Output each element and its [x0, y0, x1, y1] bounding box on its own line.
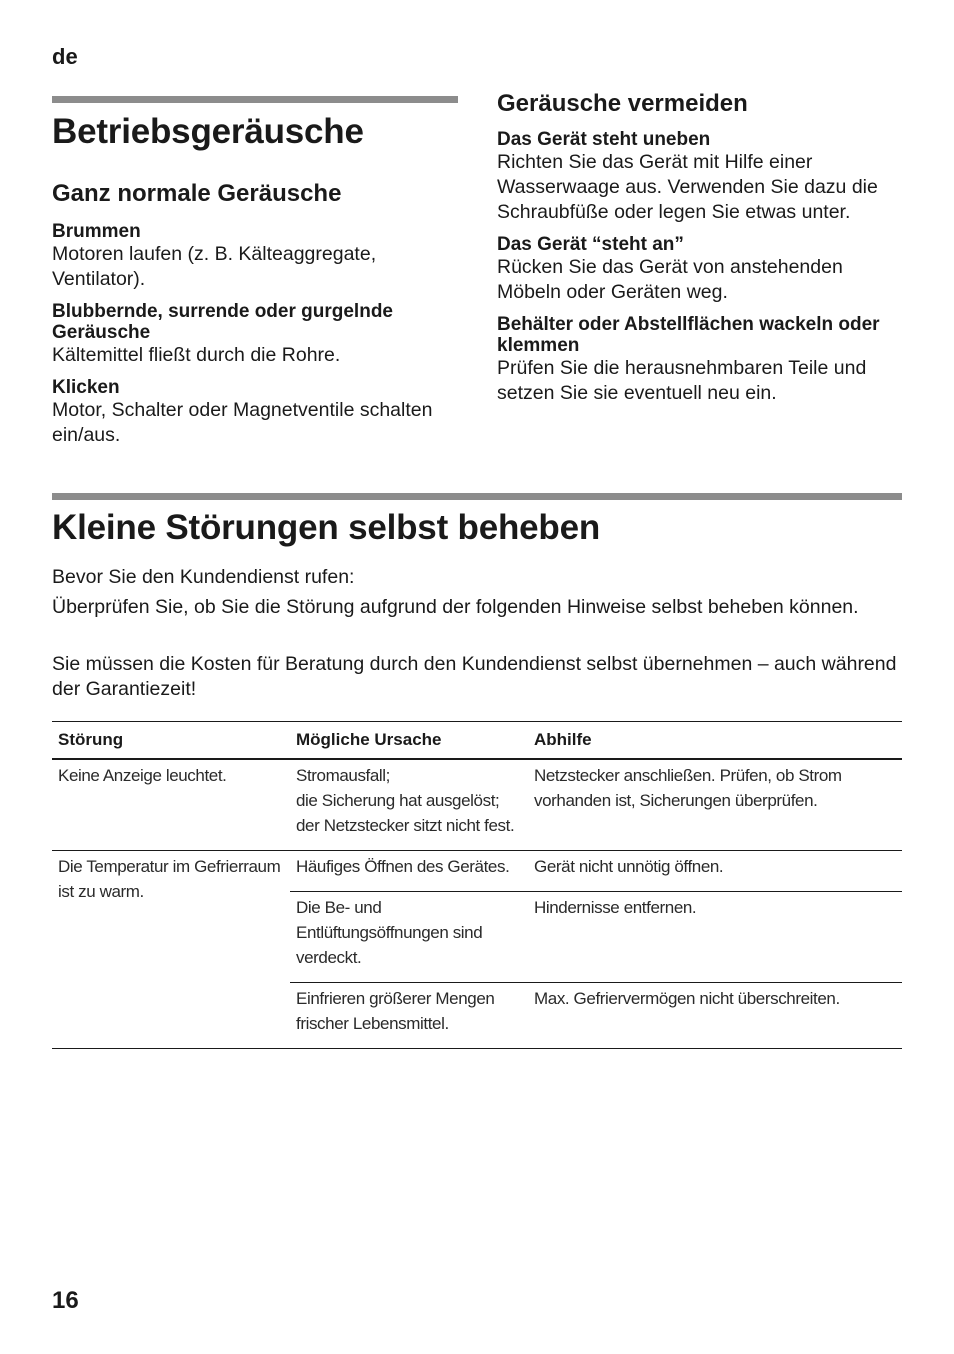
section-title: Kleine Störungen selbst beheben [52, 508, 601, 547]
cell-cause: Häufiges Öffnen des Gerätes. [296, 857, 510, 876]
cell-cause: Die Be- und Entlüftungsöffnungen sind verdeckt. [296, 898, 483, 967]
intro-paragraph: Überprüfen Sie, ob Sie die Störung aufgrund der folgenden Hinweise selbst beheben können. [52, 596, 859, 618]
cell-remedy: Hindernisse entfernen. [534, 898, 697, 917]
section-rule [52, 493, 902, 500]
item-title: Blubbernde, surrende oder gurgelnde Geräusche [52, 301, 393, 343]
list-item [52, 377, 467, 448]
item-text: Motor, Schalter oder Magnetventile schalten ein/aus. [52, 399, 433, 446]
item-text: Prüfen Sie die herausnehmbaren Teile und setzen Sie sie eventuell neu ein. [497, 357, 867, 404]
language-code: de [52, 44, 78, 69]
cell-remedy: Netzstecker anschließen. Prüfen, ob Strom vorhanden ist, Sicherungen überprüfen. [534, 766, 842, 810]
table-subrow [290, 891, 902, 982]
troubleshooting-table [52, 721, 902, 1049]
cell-remedy: Max. Gefriervermögen nicht überschreiten. [534, 989, 840, 1008]
item-title: Das Gerät “steht an” [497, 234, 684, 255]
section-rule [52, 96, 458, 103]
table-subrow [290, 982, 902, 1048]
page-title: Betriebsgeräusche [52, 112, 364, 151]
cell-cause: Stromausfall; die Sicherung hat ausgelöst; der Netzstecker sitzt nicht fest. [296, 766, 515, 835]
item-text: Motoren laufen (z. B. Kälteaggregate, Ventilator). [52, 243, 377, 290]
header-problem: Störung [58, 730, 124, 749]
page-number: 16 [52, 1287, 79, 1314]
table-row [52, 760, 902, 851]
header-remedy: Abhilfe [534, 730, 592, 749]
intro-paragraph: Sie müssen die Kosten für Beratung durch den Kundendienst selbst übernehmen – auch während der Garantiezeit! [52, 653, 897, 700]
header-cause: Mögliche Ursache [296, 730, 442, 749]
list-item [497, 314, 902, 406]
item-text: Rücken Sie das Gerät von anstehenden Möbeln oder Geräten weg. [497, 256, 843, 303]
table-header [52, 721, 902, 760]
list-item [497, 234, 902, 305]
list-item [52, 301, 467, 368]
item-title: Behälter oder Abstellflächen wackeln oder klemmen [497, 314, 880, 356]
intro-paragraph: Bevor Sie den Kundendienst rufen: [52, 566, 355, 588]
cell-cause: Einfrieren größerer Mengen frischer Lebensmittel. [296, 989, 495, 1033]
table-subrow [290, 851, 902, 891]
subrows [290, 851, 902, 1048]
cell-problem: Keine Anzeige leuchtet. [58, 766, 227, 785]
subheading-avoid-noises: Geräusche vermeiden [497, 90, 748, 117]
left-column [52, 180, 467, 457]
right-column [497, 90, 902, 415]
cell-remedy: Gerät nicht unnötig öffnen. [534, 857, 724, 876]
subheading-normal-noises: Ganz normale Geräusche [52, 180, 342, 207]
item-title: Klicken [52, 377, 120, 398]
item-text: Kältemittel fließt durch die Rohre. [52, 344, 341, 366]
cell-problem: Die Temperatur im Gefrierraum ist zu warm. [58, 857, 281, 901]
list-item [52, 221, 467, 292]
item-title: Brummen [52, 221, 141, 242]
item-title: Das Gerät steht uneben [497, 129, 711, 150]
table-row [52, 851, 902, 1049]
list-item [497, 129, 902, 225]
item-text: Richten Sie das Gerät mit Hilfe einer Wasserwaage aus. Verwenden Sie dazu die Schraubfüße oder legen Sie etwas unter. [497, 151, 878, 223]
